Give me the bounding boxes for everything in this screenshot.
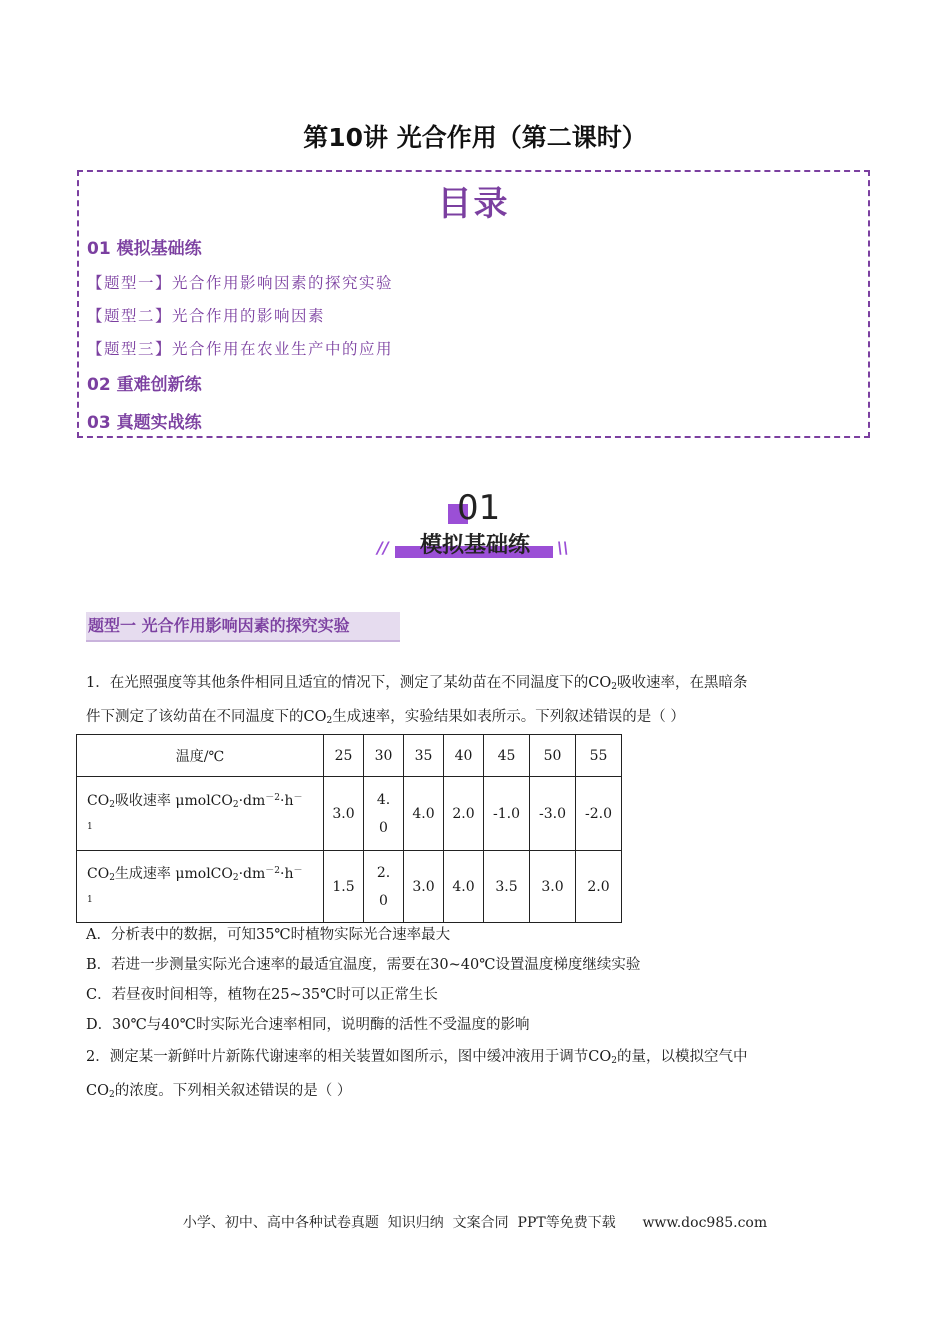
table-cell: 3.0 bbox=[530, 851, 576, 923]
table-header-label: 温度/℃ bbox=[77, 735, 324, 777]
table-cell: 3.0 bbox=[404, 851, 444, 923]
toc-item-section-02[interactable]: 02 重难创新练 bbox=[87, 375, 202, 395]
banner-label: 模拟基础练 bbox=[419, 533, 530, 558]
table-cell: 2. 0 bbox=[364, 851, 404, 923]
table-cell: 4.0 bbox=[404, 777, 444, 851]
toc-item-section-03[interactable]: 03 真题实战练 bbox=[87, 413, 202, 433]
page-footer: 小学、初中、高中各种试卷真题 知识归纳 文案合同 PPT等免费下载 www.doc985.com bbox=[182, 1215, 768, 1231]
table-cell: 3.5 bbox=[484, 851, 530, 923]
table-header-cell: 35 bbox=[404, 735, 444, 777]
section-banner bbox=[375, 486, 575, 568]
table-cell: 4. 0 bbox=[364, 777, 404, 851]
banner-number: 01 bbox=[457, 488, 501, 528]
table-row-label: $CO_2$吸收速率 $\mu molCO_2\cdot dm^{-2}\cdot h^-$ $^1$ bbox=[77, 777, 324, 851]
table-header-cell: 40 bbox=[444, 735, 484, 777]
table-cell: 1.5 bbox=[324, 851, 364, 923]
option-c: C．若昼夜时间相等，植物在25~35℃时可以正常生长 bbox=[86, 987, 438, 1003]
question-1: 1．在光照强度等其他条件相同且适宜的情况下，测定了某幼苗在不同温度下的$CO_2$吸收速率，在黑暗条 件下测定了该幼苗在不同温度下的$CO_2$生成速率，实验结果如表所示。下列叙述错误的是（ ） bbox=[86, 675, 748, 726]
table-of-contents bbox=[77, 170, 870, 438]
option-a: A．分析表中的数据，可知35℃时植物实际光合速率最大 bbox=[86, 927, 451, 943]
table-cell: 3.0 bbox=[324, 777, 364, 851]
option-b: B．若进一步测量实际光合速率的最适宜温度，需要在30~40℃设置温度梯度继续实验 bbox=[86, 957, 641, 973]
option-d: D．30℃与40℃时实际光合速率相同，说明酶的活性不受温度的影响 bbox=[86, 1017, 530, 1033]
banner-slash-left: // bbox=[377, 538, 389, 557]
table-header-cell: 30 bbox=[364, 735, 404, 777]
table-cell: -2.0 bbox=[576, 777, 622, 851]
table-cell: 2.0 bbox=[576, 851, 622, 923]
data-table bbox=[76, 734, 622, 923]
table-row-label: $CO_2$生成速率 $\mu molCO_2\cdot dm^{-2}\cdot h^-$ $^1$ bbox=[77, 851, 324, 923]
topic-header: 题型一 光合作用影响因素的探究实验 bbox=[86, 612, 400, 642]
toc-heading: 目录 bbox=[437, 184, 510, 224]
toc-item-topic-3[interactable]: 【题型三】光合作用在农业生产中的应用 bbox=[87, 340, 394, 358]
toc-item-section-01[interactable]: 01 模拟基础练 bbox=[87, 239, 202, 259]
toc-item-topic-2[interactable]: 【题型二】光合作用的影响因素 bbox=[87, 307, 326, 325]
page-title: 第10讲 光合作用（第二课时） bbox=[303, 123, 647, 152]
toc-item-topic-1[interactable]: 【题型一】光合作用影响因素的探究实验 bbox=[87, 274, 394, 292]
table-row-absorption bbox=[77, 777, 622, 851]
table-cell: -1.0 bbox=[484, 777, 530, 851]
table-header-cell: 55 bbox=[576, 735, 622, 777]
banner-slash-right: \\ bbox=[557, 538, 569, 557]
table-header-cell: 45 bbox=[484, 735, 530, 777]
table-row-production bbox=[77, 851, 622, 923]
table-header-cell: 50 bbox=[530, 735, 576, 777]
table-header-cell: 25 bbox=[324, 735, 364, 777]
table-row-header bbox=[77, 735, 622, 777]
table-cell: -3.0 bbox=[530, 777, 576, 851]
table-cell: 4.0 bbox=[444, 851, 484, 923]
table-cell: 2.0 bbox=[444, 777, 484, 851]
question-2: 2．测定某一新鲜叶片新陈代谢速率的相关装置如图所示，图中缓冲液用于调节$CO_2$的量，以模拟空气中 $CO_2$的浓度。下列相关叙述错误的是（ ） bbox=[86, 1049, 748, 1100]
